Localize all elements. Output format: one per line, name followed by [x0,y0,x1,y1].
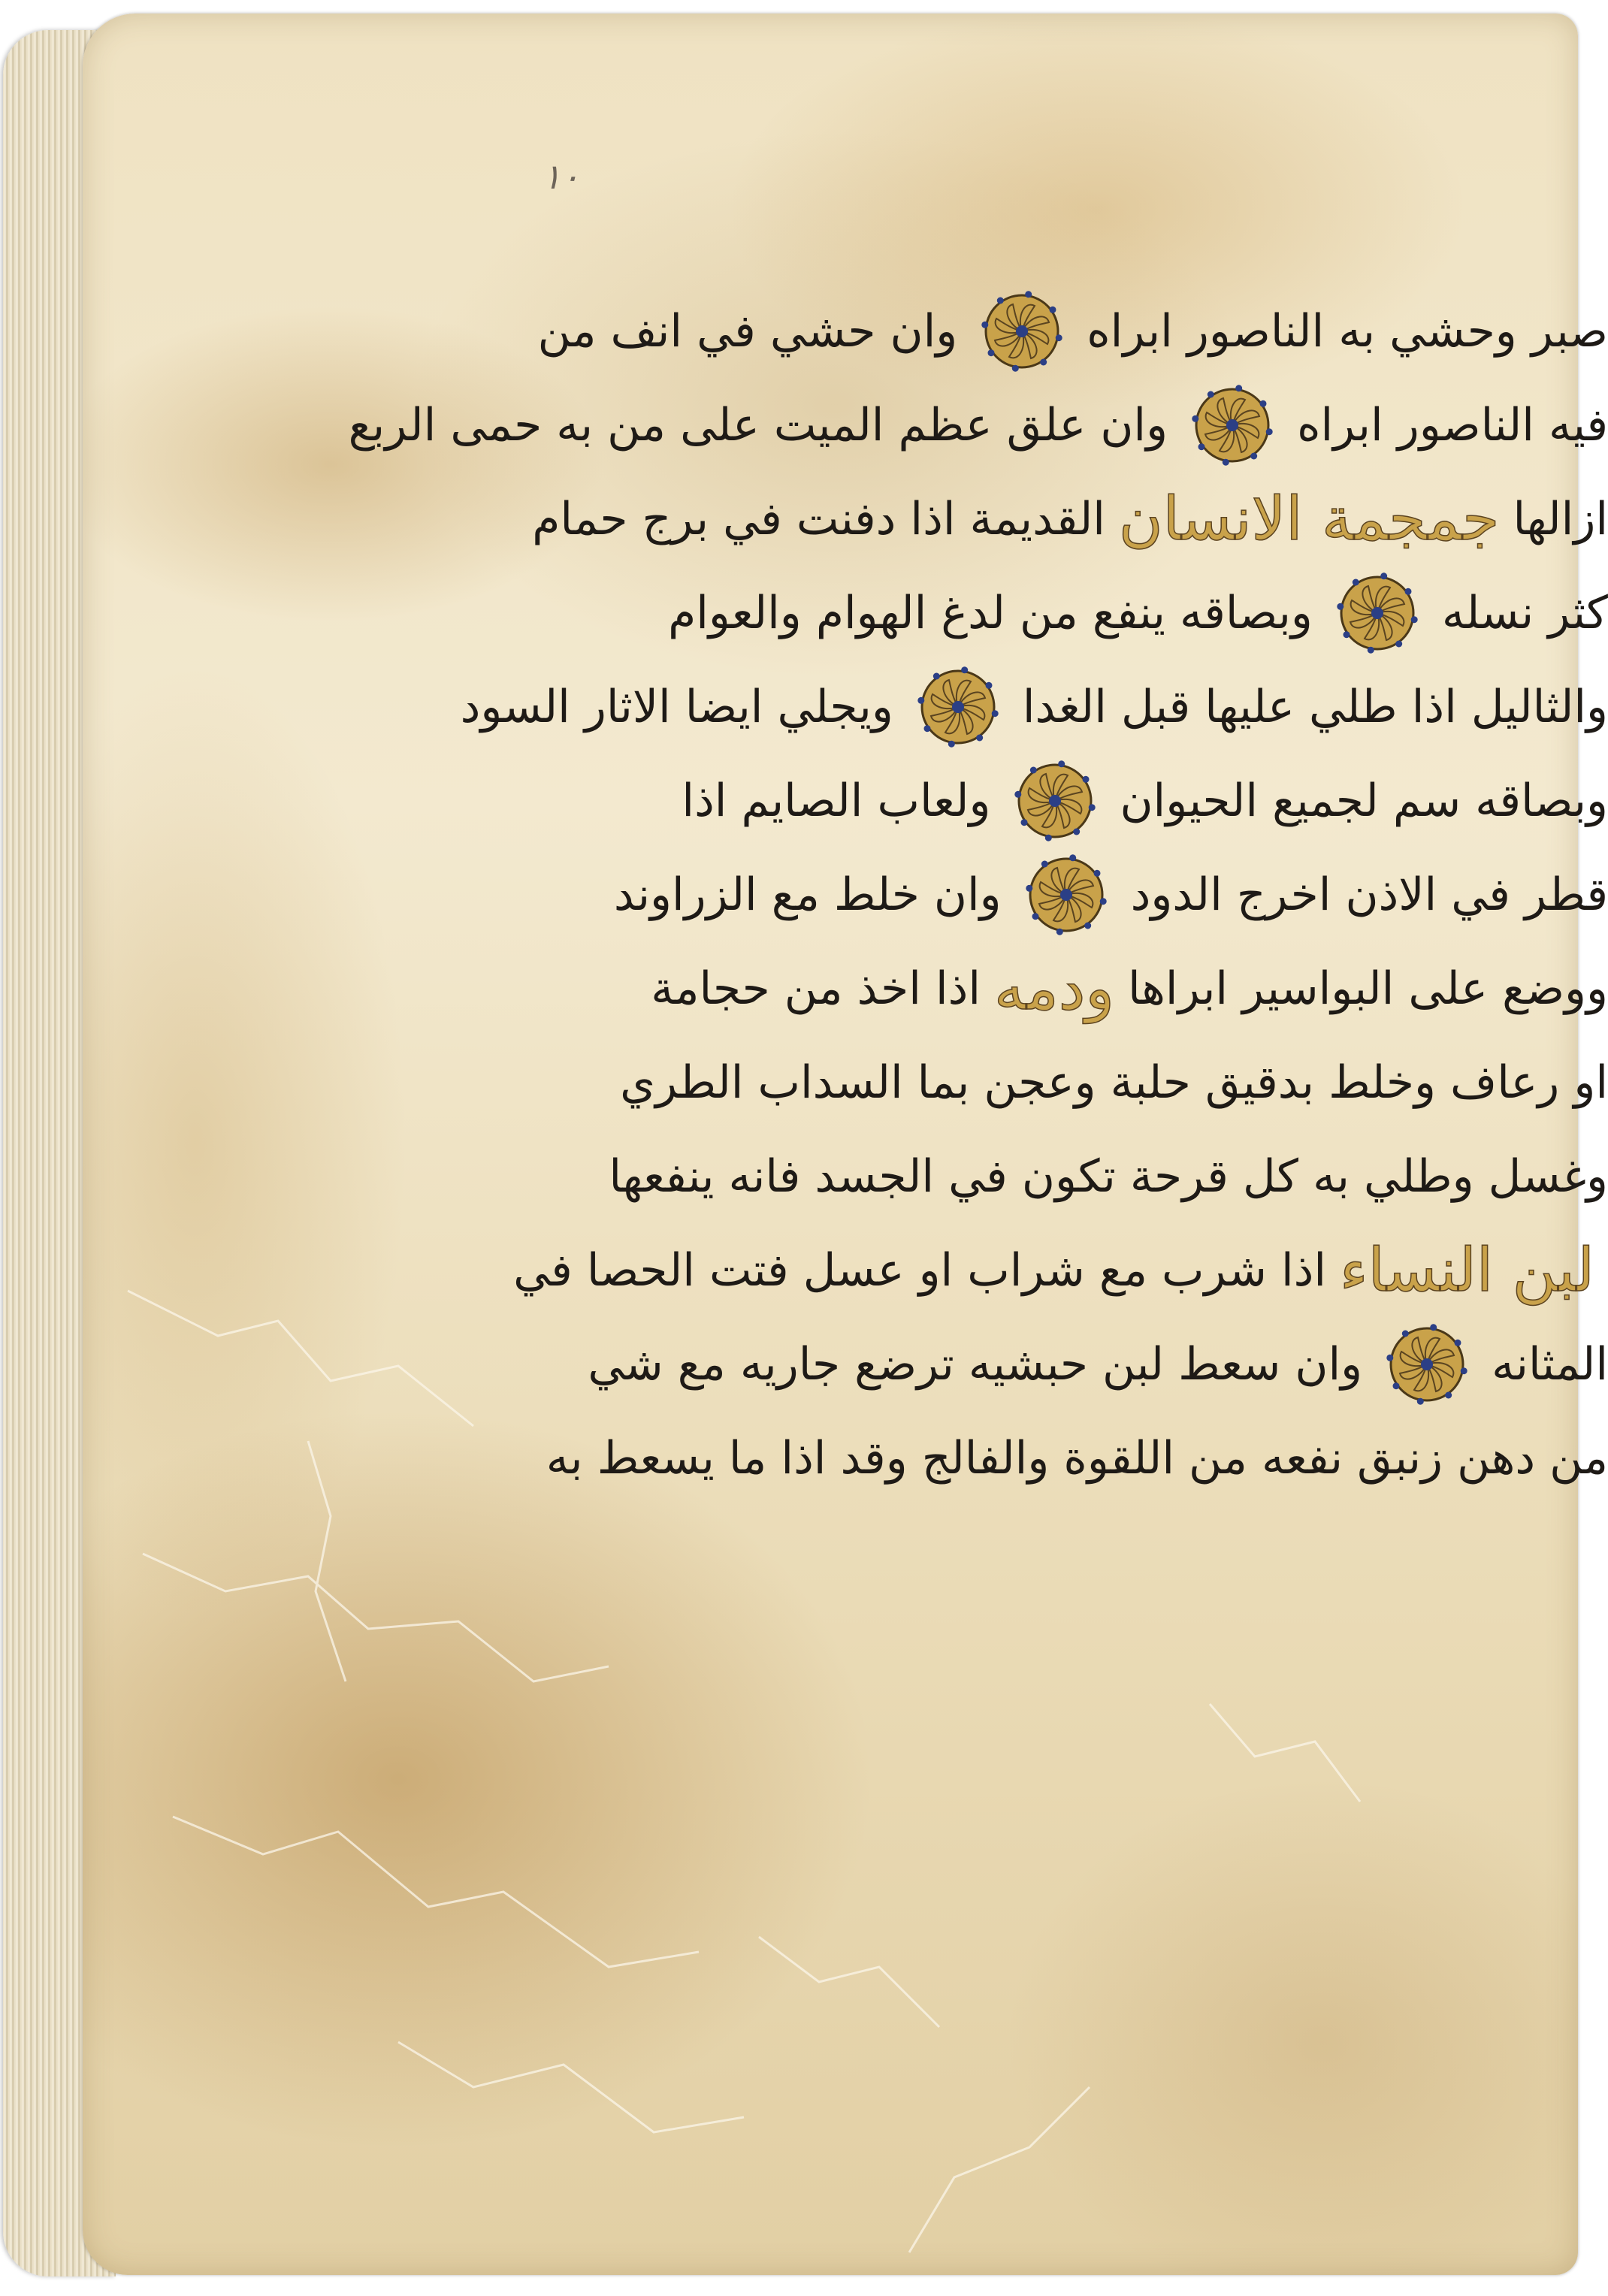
manuscript-line [518,847,1608,941]
line-text: اذا شرب مع شراب او عسل فتت الحصا في [513,1243,1327,1297]
line-text: القديمة اذا دفنت في برج حمام [532,492,1105,545]
manuscript-line [513,1223,1608,1317]
manuscript-line [518,472,1608,566]
line-text: وبصاقه ينفع من لدغ الهوام والعوام [668,586,1313,639]
gold-rosette-icon [1332,568,1422,658]
line-text: وان حشي في انف من [537,304,958,358]
line-text: ولعاب الصايم اذا [682,774,991,827]
line-text: اذا اخذ من حجامة [651,962,981,1015]
gold-rosette-icon [913,662,1003,752]
manuscript-line [518,1411,1608,1505]
manuscript-line [348,378,1608,472]
manuscript-page [83,14,1608,2275]
line-text: وان علق عظم الميت على من به حمى الربع [348,398,1168,452]
folio-number: ١٠ [543,156,580,197]
line-text: وان خلط مع الزراوند [613,868,1002,921]
manuscript-line [518,1129,1608,1223]
gold-rosette-icon [977,286,1067,376]
line-text: ويجلي ايضا الاثار السود [460,680,893,733]
line-text: فيه الناصور ابراه [1297,398,1608,452]
gold-rosette-icon [1010,756,1100,846]
manuscript-line [518,1035,1608,1129]
manuscript-line [518,754,1608,847]
line-text: او رعاف وخلط بدقيق حلبة وعجن بما السداب الطري [620,1056,1608,1109]
line-text: والثاليل اذا طلي عليها قبل الغدا [1022,680,1608,733]
line-text: وغسل وطلي به كل قرحة تكون في الجسد فانه ينفعها [609,1150,1608,1203]
manuscript-line [518,284,1608,378]
line-text: ووضع على البواسير ابراها [1128,962,1608,1015]
rubric-heading: جمجمة الانسان [1118,484,1500,554]
line-text: وبصاقه سم لجميع الحيوان [1120,774,1608,827]
line-text: ازالها [1513,492,1608,545]
manuscript-line [460,660,1608,754]
manuscript-line [518,566,1608,660]
line-text: صبر وحشي به الناصور ابراه [1087,304,1608,358]
gold-rosette-icon [1021,850,1111,940]
line-text: المثانه [1492,1337,1608,1391]
manuscript-line [518,1317,1608,1411]
gold-rosette-icon [1187,380,1277,470]
line-text: من دهن زنبق نفعه من اللقوة والفالج وقد اذا ما يسعط به [546,1431,1608,1485]
manuscript-line [518,941,1608,1035]
gold-rosette-icon [1382,1319,1472,1409]
text-block [348,284,1608,1505]
rubric-heading: ودمه [994,953,1114,1023]
line-text: قطر في الاذن اخرج الدود [1130,868,1608,921]
rubric-heading: لبن النساء [1340,1235,1594,1305]
line-text: وان سعط لبن حبشيه ترضع جاريه مع شي [588,1337,1363,1391]
line-text: كثر نسله [1441,586,1608,639]
